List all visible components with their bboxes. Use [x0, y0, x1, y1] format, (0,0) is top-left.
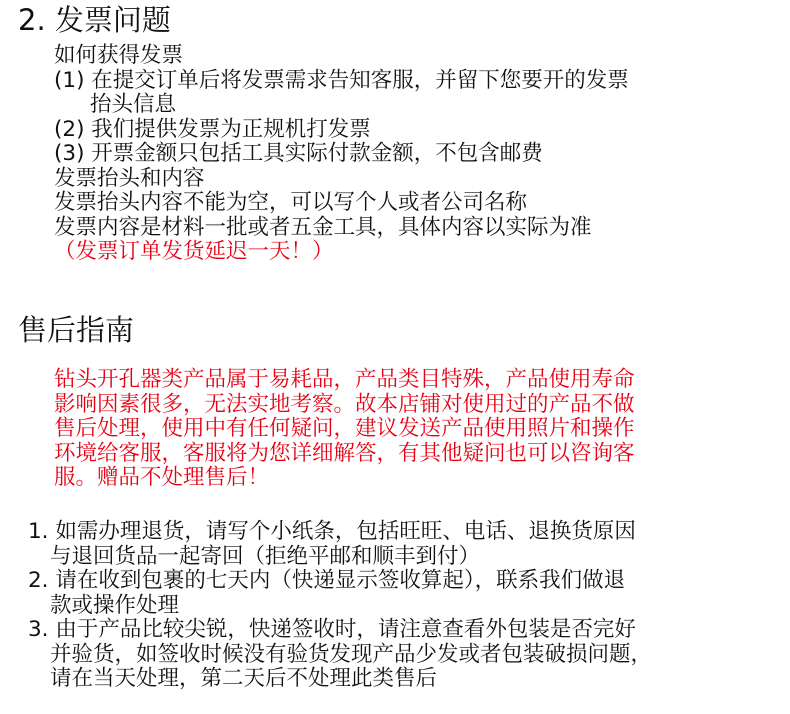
aftersale-notice	[54, 368, 635, 491]
invoice-step-1-cont: 抬头信息	[90, 92, 177, 117]
aftersale-notice-line: 钻头开孔器类产品属于易耗品，产品类目特殊，产品使用寿命	[54, 367, 635, 392]
invoice-step-2: (2) 我们提供发票为正规机打发票	[54, 116, 371, 142]
invoice-step-1: (1) 在提交订单后将发票需求告知客服，并留下您要开的发票	[54, 67, 629, 93]
aftersale-section-title: 售后指南	[18, 313, 135, 347]
aftersale-rules-list	[28, 520, 652, 692]
invoice-header-content-heading: 发票抬头和内容	[54, 165, 205, 191]
list-item: 1. 如需办理退货，请写个小纸条，包括旺旺、电话、退换货原因 与退回货品一起寄回（拒绝平邮和顺丰到付）	[28, 519, 636, 569]
invoice-step-3: (3) 开票金额只包括工具实际付款金额，不包含邮费	[54, 141, 543, 166]
invoice-howto-heading: 如何获得发票	[54, 43, 184, 68]
invoice-header-rule: 发票抬头内容不能为空，可以写个人或者公司名称	[54, 190, 528, 215]
aftersale-notice-line: 环境给客服，客服将为您详细解答，有其他疑问也可以咨询客	[54, 440, 635, 466]
invoice-delay-note: （发票订单发货延迟一天！）	[54, 239, 334, 264]
aftersale-notice-line: 售后处理，使用中有任何疑问，建议发送产品使用照片和操作	[54, 416, 635, 441]
list-item: 2. 请在收到包裹的七天内（快递显示签收算起），联系我们做退 款或操作处理	[28, 568, 626, 618]
list-item: 3. 由于产品比较尖锐，快递签收时，请注意查看外包装是否完好 并验货，如签收时候没有验货发现产品少发或者包装破损问题， 请在当天处理，第二天后不处理此类售后	[28, 617, 653, 691]
invoice-content-rule: 发票内容是材料一批或者五金工具，具体内容以实际为准	[54, 214, 592, 240]
aftersale-notice-line: 服。赠品不处理售后！	[54, 465, 270, 490]
aftersale-notice-line: 影响因素很多，无法实地考察。故本店铺对使用过的产品不做	[54, 391, 635, 417]
invoice-info-block	[54, 44, 629, 265]
invoice-section-title: 2. 发票问题	[18, 3, 171, 37]
